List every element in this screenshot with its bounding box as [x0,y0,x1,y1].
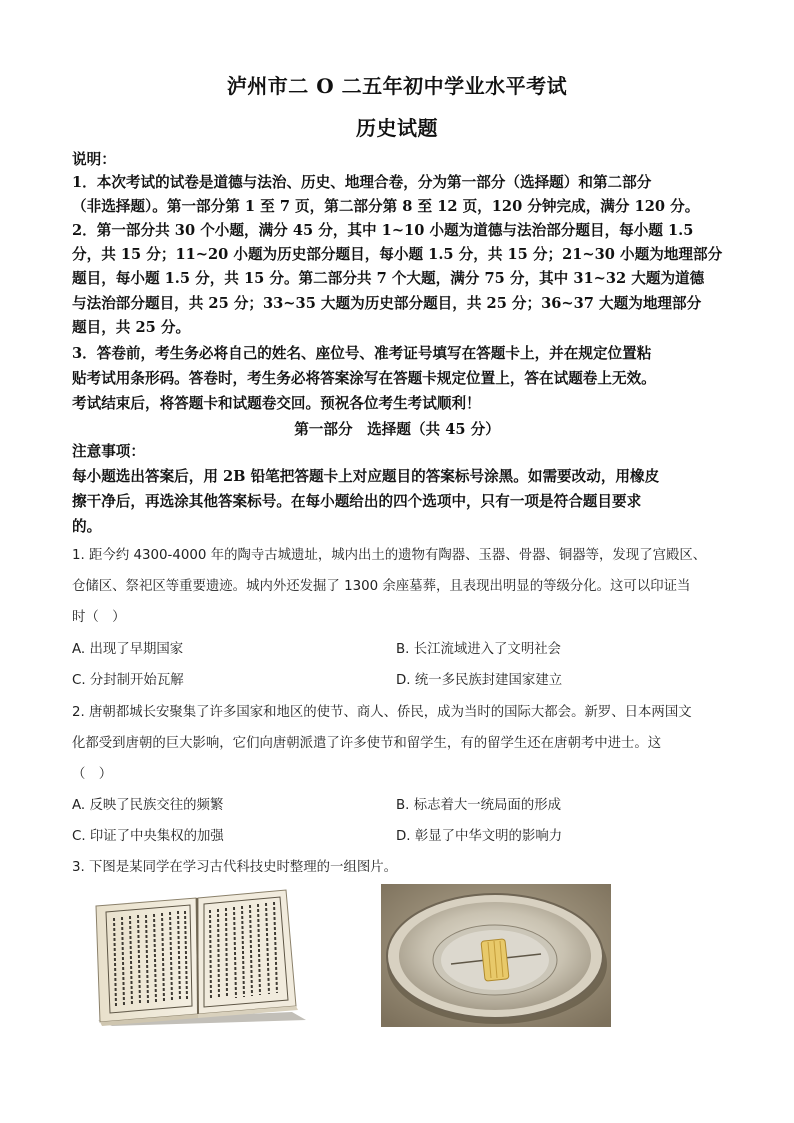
question-2-option-c[interactable]: C. 印证了中央集权的加强 [72,829,224,844]
instruction-line: 分，共 15 分；11~20 小题为历史部分题目，每小题 1.5 分，共 15 分；21~30 小题为地理部分 [72,246,723,263]
question-2-line: 化都受到唐朝的巨大影响，它们向唐朝派遣了许多使节和留学生，有的留学生还在唐朝考中进士。这 [72,736,662,751]
question-1-option-b[interactable]: B. 长江流域进入了文明社会 [396,642,561,657]
instruction-line: 考试结束后，将答题卡和试题卷交回。预祝各位考生考试顺利！ [72,395,481,412]
question-3-line: 3. 下图是某同学在学习古代科技史时整理的一组图片。 [72,860,398,875]
page-subtitle: 历史试题 [356,116,438,140]
instruction-line: 题目，每小题 1.5 分，共 15 分。第二部分共 7 个大题，满分 75 分，其中 31~32 大题为道德 [72,270,705,287]
ancient-book-photo [92,888,308,1028]
ancient-book-illustration [92,888,308,1028]
instruction-line: 贴考试用条形码。答卷时，考生务必将答案涂写在答题卡规定位置上，答在试题卷上无效。 [72,370,656,387]
instruction-line: 2．第一部分共 30 个小题，满分 45 分，其中 1~10 小题为道德与法治部分题目，每小题 1.5 [72,222,694,239]
question-1-line: 1. 距今约 4300-4000 年的陶寺古城遗址，城内出土的遗物有陶器、玉器、骨器、铜器等，发现了宫殿区、 [72,548,707,563]
question-1-option-a[interactable]: A. 出现了早期国家 [72,642,184,657]
notes-line: 擦干净后，再选涂其他答案标号。在每小题给出的四个选项中，只有一项是符合题目要求 [72,493,642,510]
compass-bowl-illustration [381,884,611,1027]
instruction-line: （非选择题）。第一部分第 1 至 7 页，第二部分第 8 至 12 页，120 分钟完成，满分 120 分。 [72,198,700,215]
page-title: 泸州市二 O 二五年初中学业水平考试 [226,74,568,98]
question-1-option-c[interactable]: C. 分封制开始瓦解 [72,673,184,688]
section-title: 第一部分 选择题（共 45 分） [294,421,500,438]
question-1-line: 时（ ） [72,610,126,625]
notes-line: 每小题选出答案后，用 2B 铅笔把答题卡上对应题目的答案标号涂黑。如需要改动，用橡皮 [72,468,660,485]
compass-bowl-photo [381,884,611,1027]
question-2-option-b[interactable]: B. 标志着大一统局面的形成 [396,798,561,813]
instruction-line: 1．本次考试的试卷是道德与法治、历史、地理合卷，分为第一部分（选择题）和第二部分 [72,174,652,191]
question-2-line: 2. 唐朝都城长安聚集了许多国家和地区的使节、商人、侨民，成为当时的国际大都会。新罗、日本两国文 [72,705,692,720]
instruction-line: 3．答卷前，考生务必将自己的姓名、座位号、准考证号填写在答题卡上，并在规定位置粘 [72,345,652,362]
notes-line: 的。 [72,518,102,535]
question-1-line: 仓储区、祭祀区等重要遗迹。城内外还发掘了 1300 余座墓葬，且表现出明显的等级分化。这可以印证当 [72,579,691,594]
question-2-line: （ ） [72,767,113,782]
instruction-line: 与法治部分题目，共 25 分；33~35 大题为历史部分题目，共 25 分；36~37 大题为地理部分 [72,295,702,312]
instructions-heading: 说明： [72,151,116,168]
question-2-option-a[interactable]: A. 反映了民族交往的频繁 [72,798,224,813]
instruction-line: 题目，共 25 分。 [72,319,191,336]
question-2-option-d[interactable]: D. 彰显了中华文明的影响力 [396,829,563,844]
notes-heading: 注意事项： [72,443,145,460]
question-1-option-d[interactable]: D. 统一多民族封建国家建立 [396,673,563,688]
